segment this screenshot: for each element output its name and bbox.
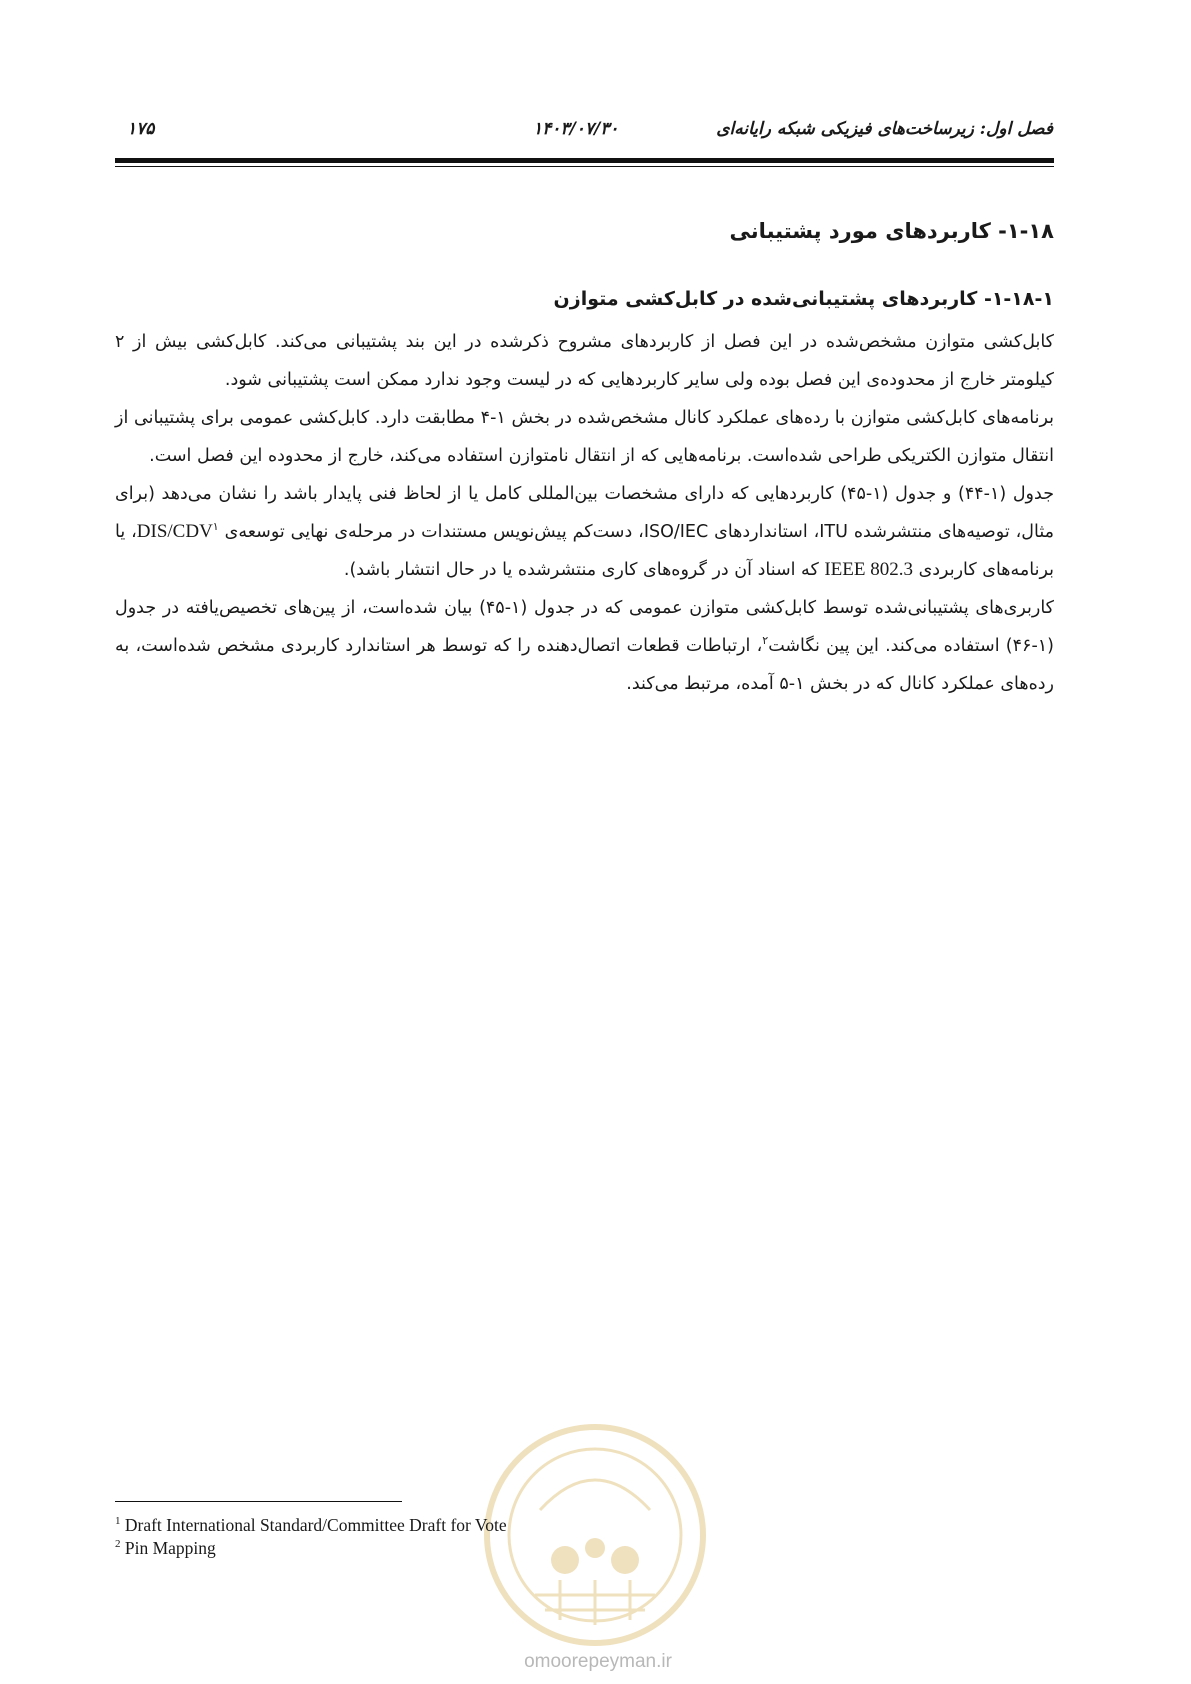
footnote-ref-1: ۱ bbox=[212, 520, 219, 534]
paragraph-2: برنامه‌های کابل‌کشی متوازن با رده‌های عملکرد کانال مشخص‌شده در بخش ۱-۴ مطابقت دارد. کابل‌کشی عمومی برای پشتیبانی از انتقال متوازن الکتریکی طراحی شده‌است. برنامه‌هایی که از انتقال نامتوازن استفاده می‌کند، خارج از محدوده این فصل است. bbox=[115, 408, 1054, 466]
footnote-rule bbox=[115, 1501, 402, 1502]
term-ieee: IEEE 802.3 bbox=[824, 559, 913, 580]
chapter-title: فصل اول: زیرساخت‌های فیزیکی شبکه رایانه‌ای bbox=[716, 119, 1053, 139]
term-dis-cdv: DIS/CDV bbox=[136, 521, 213, 542]
subsection-heading: ۱-۱۸-۱- کاربردهای پشتیبانی‌شده در کابل‌کشی متوازن bbox=[553, 288, 1054, 310]
footnote-2: $^2$ Pin Mapping bbox=[115, 1538, 216, 1558]
footnotes bbox=[115, 1514, 815, 1560]
page-header bbox=[115, 112, 1053, 152]
paragraph-1: کابل‌کشی متوازن مشخص‌شده در این فصل از کاربردهای مشروح ذکرشده در این بند پشتیبانی می‌کند. کابل‌کشی بیش از ۲ کیلومتر خارج از محدوده‌ی این فصل بوده ولی سایر کاربردهایی که در لیست وجود ندارد ممکن است پشتیبانی شود. bbox=[115, 332, 1054, 390]
paragraph-4 bbox=[115, 589, 1054, 703]
header-rule-thin bbox=[115, 166, 1054, 167]
paragraph-4-text-b: ، ارتباطات قطعات اتصال‌دهنده را که توسط هر استاندارد کاربردی مشخص شده‌است، به رده‌های عملکرد کانال که در بخش ۱-۵ آمده، مرتبط می‌کند. bbox=[115, 636, 1054, 694]
footnote-ref-2: ۲ bbox=[762, 634, 769, 648]
header-date: ۱۴۰۳/۰۷/۳۰ bbox=[533, 119, 619, 139]
page-number: ۱۷۵ bbox=[127, 119, 155, 139]
header-rule-thick bbox=[115, 158, 1054, 163]
paragraph-3-text-a: جدول (۱-۴۴) و جدول (۱-۴۵) کاربردهایی که دارای مشخصات بین‌المللی کامل یا از لحاظ فنی پایدار باشد را نشان می‌دهد (برای مثال، توصیه‌های منتشرشده ITU، استانداردهای ISO/IEC، دست‌کم پیش‌نویس مستندات در مرحله‌ی نهایی توسعه‌ی bbox=[115, 484, 1055, 542]
paragraph-4-text-a: کاربری‌های پشتیبانی‌شده توسط کابل‌کشی متوازن عمومی که در جدول (۱-۴۵) بیان شده‌است، از پین‌های تخصیص‌یافته در جدول (۱-۴۶) استفاده می‌کند. این پین نگاشت bbox=[115, 598, 1054, 656]
paragraph-3 bbox=[115, 475, 1054, 589]
page-content bbox=[115, 210, 1054, 703]
paragraph-3-text-b: ، یا برنامه‌های کاربردی bbox=[115, 522, 1054, 580]
paragraph-3-text-c: که اسناد آن در گروه‌های کاری منتشرشده یا در حال انتشار باشد). bbox=[343, 560, 825, 580]
watermark-site: omoorepeyman.ir bbox=[524, 1651, 672, 1672]
footnote-1: $^1$ Draft International Standard/Committee Draft for Vote bbox=[115, 1515, 507, 1535]
section-heading: ۱-۱۸- کاربردهای مورد پشتیبانی bbox=[729, 219, 1054, 243]
